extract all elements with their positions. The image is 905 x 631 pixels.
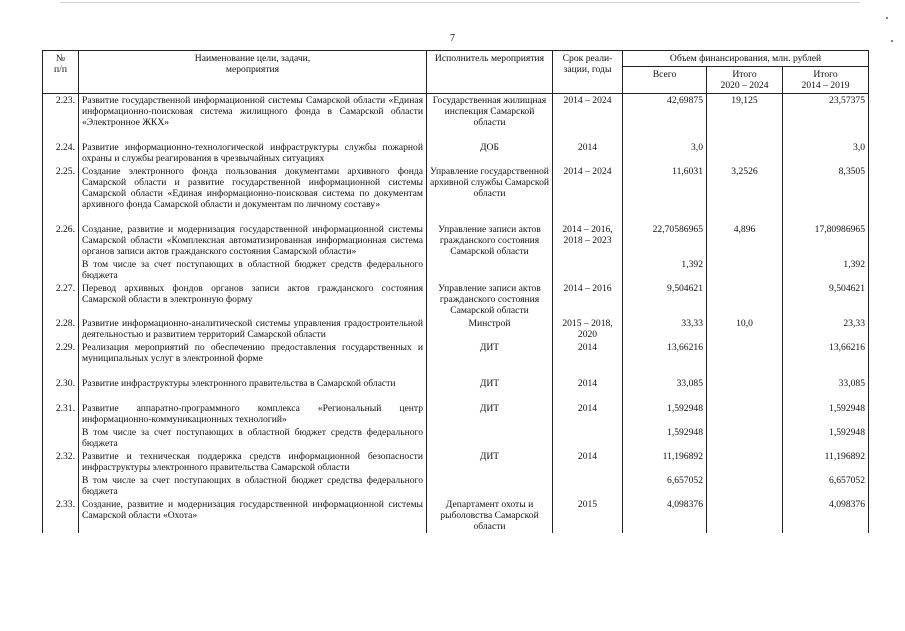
table-row (43, 474, 869, 498)
row-number: 2.30. (43, 377, 79, 390)
table-row (43, 341, 869, 365)
row-executor: Департамент охоты и рыболовства Самарской области (427, 498, 553, 533)
row-total-2020-2024 (707, 450, 783, 474)
table-row (43, 317, 869, 341)
spacer-cell (783, 211, 869, 223)
row-total-2014-2019: 9,504621 (783, 282, 869, 317)
row-number: 2.33. (43, 498, 79, 533)
row-number: 2.27. (43, 282, 79, 317)
funding-table (42, 50, 869, 533)
row-period: 2014 – 2016, 2018 – 2023 (553, 223, 623, 258)
table-body (43, 94, 869, 534)
row-total: 42,69875 (623, 94, 707, 130)
row-total: 3,0 (623, 141, 707, 165)
row-number (43, 258, 79, 282)
row-name: В том числе за счет поступающих в областной бюджет средств федерального бюджета (79, 258, 427, 282)
row-total-2014-2019: 3,0 (783, 141, 869, 165)
row-total-2014-2019: 23,57375 (783, 94, 869, 130)
row-total-2020-2024 (707, 474, 783, 498)
row-executor (427, 258, 553, 282)
row-name: Развитие информационно-технологической инфраструктуры службы пожарной охраны и службы реагирования в чрезвычайных ситуациях (79, 141, 427, 165)
row-total: 1,592948 (623, 426, 707, 450)
spacer-cell (427, 365, 553, 377)
row-total: 33,33 (623, 317, 707, 341)
row-executor: Управление государственной архивной службы Самарской области (427, 165, 553, 211)
row-period (553, 474, 623, 498)
spacer-cell (43, 390, 79, 402)
row-total-2014-2019: 1,592948 (783, 426, 869, 450)
row-period: 2015 – 2018, 2020 (553, 317, 623, 341)
row-executor: Государственная жилищная инспекция Самарской области (427, 94, 553, 130)
spacer-cell (623, 365, 707, 377)
row-total-2020-2024 (707, 341, 783, 365)
row-name: Создание, развитие и модернизация государственной информационной системы Самарской области «Охота» (79, 498, 427, 533)
row-name: Развитие инфраструктуры электронного правительства в Самарской области (79, 377, 427, 390)
row-period (553, 426, 623, 450)
row-period: 2014 (553, 341, 623, 365)
spacer-cell (707, 365, 783, 377)
row-total-2020-2024: 10,0 (707, 317, 783, 341)
row-period: 2015 (553, 498, 623, 533)
row-number: 2.28. (43, 317, 79, 341)
row-number: 2.31. (43, 402, 79, 426)
header-total: Всего (623, 67, 707, 94)
row-period: 2014 – 2024 (553, 94, 623, 130)
row-total-2014-2019: 1,392 (783, 258, 869, 282)
header-funding: Объем финансирования, млн. рублей (623, 51, 869, 67)
row-spacer (43, 365, 869, 377)
spacer-cell (553, 365, 623, 377)
row-total: 1,592948 (623, 402, 707, 426)
row-total: 9,504621 (623, 282, 707, 317)
row-executor: ДИТ (427, 402, 553, 426)
row-total: 13,66216 (623, 341, 707, 365)
row-number: 2.26. (43, 223, 79, 258)
row-name: В том числе за счет поступающих в областной бюджет средств федерального бюджета (79, 426, 427, 450)
page-number: 7 (450, 33, 455, 44)
spacer-cell (783, 390, 869, 402)
row-total-2014-2019: 6,657052 (783, 474, 869, 498)
table-row (43, 141, 869, 165)
row-executor: ДИТ (427, 377, 553, 390)
scan-speck (886, 17, 888, 19)
row-total: 11,6031 (623, 165, 707, 211)
row-total-2014-2019: 33,085 (783, 377, 869, 390)
row-period: 2014 – 2016 (553, 282, 623, 317)
header-total-2020-2024: Итого 2020 – 2024 (707, 67, 783, 94)
row-name: Перевод архивных фондов органов записи актов гражданского состояния Самарской области в электронную форму (79, 282, 427, 317)
top-border-line (60, 2, 860, 3)
table-row (43, 498, 869, 533)
table-row (43, 402, 869, 426)
row-executor (427, 474, 553, 498)
row-total-2020-2024 (707, 258, 783, 282)
row-spacer (43, 129, 869, 141)
row-total-2014-2019: 4,098376 (783, 498, 869, 533)
row-number: 2.25. (43, 165, 79, 211)
spacer-cell (79, 365, 427, 377)
row-period: 2014 (553, 377, 623, 390)
table-row (43, 377, 869, 390)
row-executor: ДОБ (427, 141, 553, 165)
row-total-2020-2024 (707, 141, 783, 165)
row-period: 2014 – 2024 (553, 165, 623, 211)
row-executor (427, 426, 553, 450)
row-total: 11,196892 (623, 450, 707, 474)
row-name: Развитие и техническая поддержка средств информационной безопасности инфраструктуры электронного правительства Самарской области (79, 450, 427, 474)
row-name: Создание, развитие и модернизация государственной информационной системы Самарской области «Комплексная автоматизированная информационная система органов записи актов гражданского состояния Самарской области» (79, 223, 427, 258)
table-row (43, 450, 869, 474)
table-row (43, 426, 869, 450)
row-number: 2.23. (43, 94, 79, 130)
spacer-cell (427, 129, 553, 141)
spacer-cell (707, 211, 783, 223)
row-total-2020-2024 (707, 498, 783, 533)
table-row (43, 165, 869, 211)
header-number: № п/п (43, 51, 79, 94)
row-name: Развитие информационно-аналитической системы управления градостроительной деятельностью и развитием территорий Самарской области (79, 317, 427, 341)
row-executor: Управление записи актов гражданского состояния Самарской области (427, 223, 553, 258)
row-number (43, 426, 79, 450)
row-period: 2014 (553, 450, 623, 474)
spacer-cell (79, 129, 427, 141)
row-executor: Минстрой (427, 317, 553, 341)
spacer-cell (623, 211, 707, 223)
row-total: 33,085 (623, 377, 707, 390)
row-total-2020-2024 (707, 402, 783, 426)
spacer-cell (79, 390, 427, 402)
row-total-2014-2019: 11,196892 (783, 450, 869, 474)
table-row (43, 258, 869, 282)
row-name: Развитие аппаратно-программного комплекса «Региональный центр информационно-коммуникационных технологий» (79, 402, 427, 426)
spacer-cell (623, 390, 707, 402)
spacer-cell (427, 211, 553, 223)
header-total-2014-2019: Итого 2014 – 2019 (783, 67, 869, 94)
row-total-2014-2019: 17,80986965 (783, 223, 869, 258)
spacer-cell (553, 390, 623, 402)
row-spacer (43, 390, 869, 402)
row-total-2020-2024 (707, 426, 783, 450)
row-total-2014-2019: 1,592948 (783, 402, 869, 426)
row-total: 4,098376 (623, 498, 707, 533)
row-total-2020-2024 (707, 282, 783, 317)
spacer-cell (707, 129, 783, 141)
spacer-cell (427, 390, 553, 402)
spacer-cell (79, 211, 427, 223)
row-number: 2.29. (43, 341, 79, 365)
row-total-2020-2024: 4,896 (707, 223, 783, 258)
row-total: 6,657052 (623, 474, 707, 498)
row-name: Развитие государственной информационной системы Самарской области «Единая информационно-поисковая система жилищного фонда в Самарской области «Электронное ЖКХ» (79, 94, 427, 130)
row-total: 22,70586965 (623, 223, 707, 258)
row-number: 2.24. (43, 141, 79, 165)
row-number (43, 474, 79, 498)
row-total-2014-2019: 8,3505 (783, 165, 869, 211)
spacer-cell (553, 211, 623, 223)
spacer-cell (43, 129, 79, 141)
row-total-2020-2024 (707, 377, 783, 390)
spacer-cell (553, 129, 623, 141)
row-period: 2014 (553, 402, 623, 426)
row-total-2020-2024: 19,125 (707, 94, 783, 130)
row-total-2014-2019: 23,33 (783, 317, 869, 341)
row-name: Реализация мероприятий по обеспечению предоставления государственных и муниципальных услуг в электронной форме (79, 341, 427, 365)
table-row (43, 223, 869, 258)
spacer-cell (707, 390, 783, 402)
row-total-2014-2019: 13,66216 (783, 341, 869, 365)
row-period: 2014 (553, 141, 623, 165)
header-period: Срок реали- зации, годы (553, 51, 623, 94)
header-name: Наименование цели, задачи, мероприятия (79, 51, 427, 94)
header-executor: Исполнитель мероприятия (427, 51, 553, 94)
row-total: 1,392 (623, 258, 707, 282)
spacer-cell (43, 365, 79, 377)
spacer-cell (623, 129, 707, 141)
table-row (43, 282, 869, 317)
spacer-cell (43, 211, 79, 223)
row-spacer (43, 211, 869, 223)
row-name: В том числе за счет поступающих в областной бюджет средства федерального бюджета (79, 474, 427, 498)
row-total-2020-2024: 3,2526 (707, 165, 783, 211)
spacer-cell (783, 129, 869, 141)
row-executor: ДИТ (427, 341, 553, 365)
row-period (553, 258, 623, 282)
row-executor: ДИТ (427, 450, 553, 474)
row-number: 2.32. (43, 450, 79, 474)
row-executor: Управление записи актов гражданского состояния Самарской области (427, 282, 553, 317)
row-name: Создание электронного фонда пользования документами архивного фонда Самарской области и развитие государственной информационной системы Самарской области «Единая информационно-поисковая система по документам архивного фонда Самарской области и документам по личному составу» (79, 165, 427, 211)
spacer-cell (783, 365, 869, 377)
table-row (43, 94, 869, 130)
